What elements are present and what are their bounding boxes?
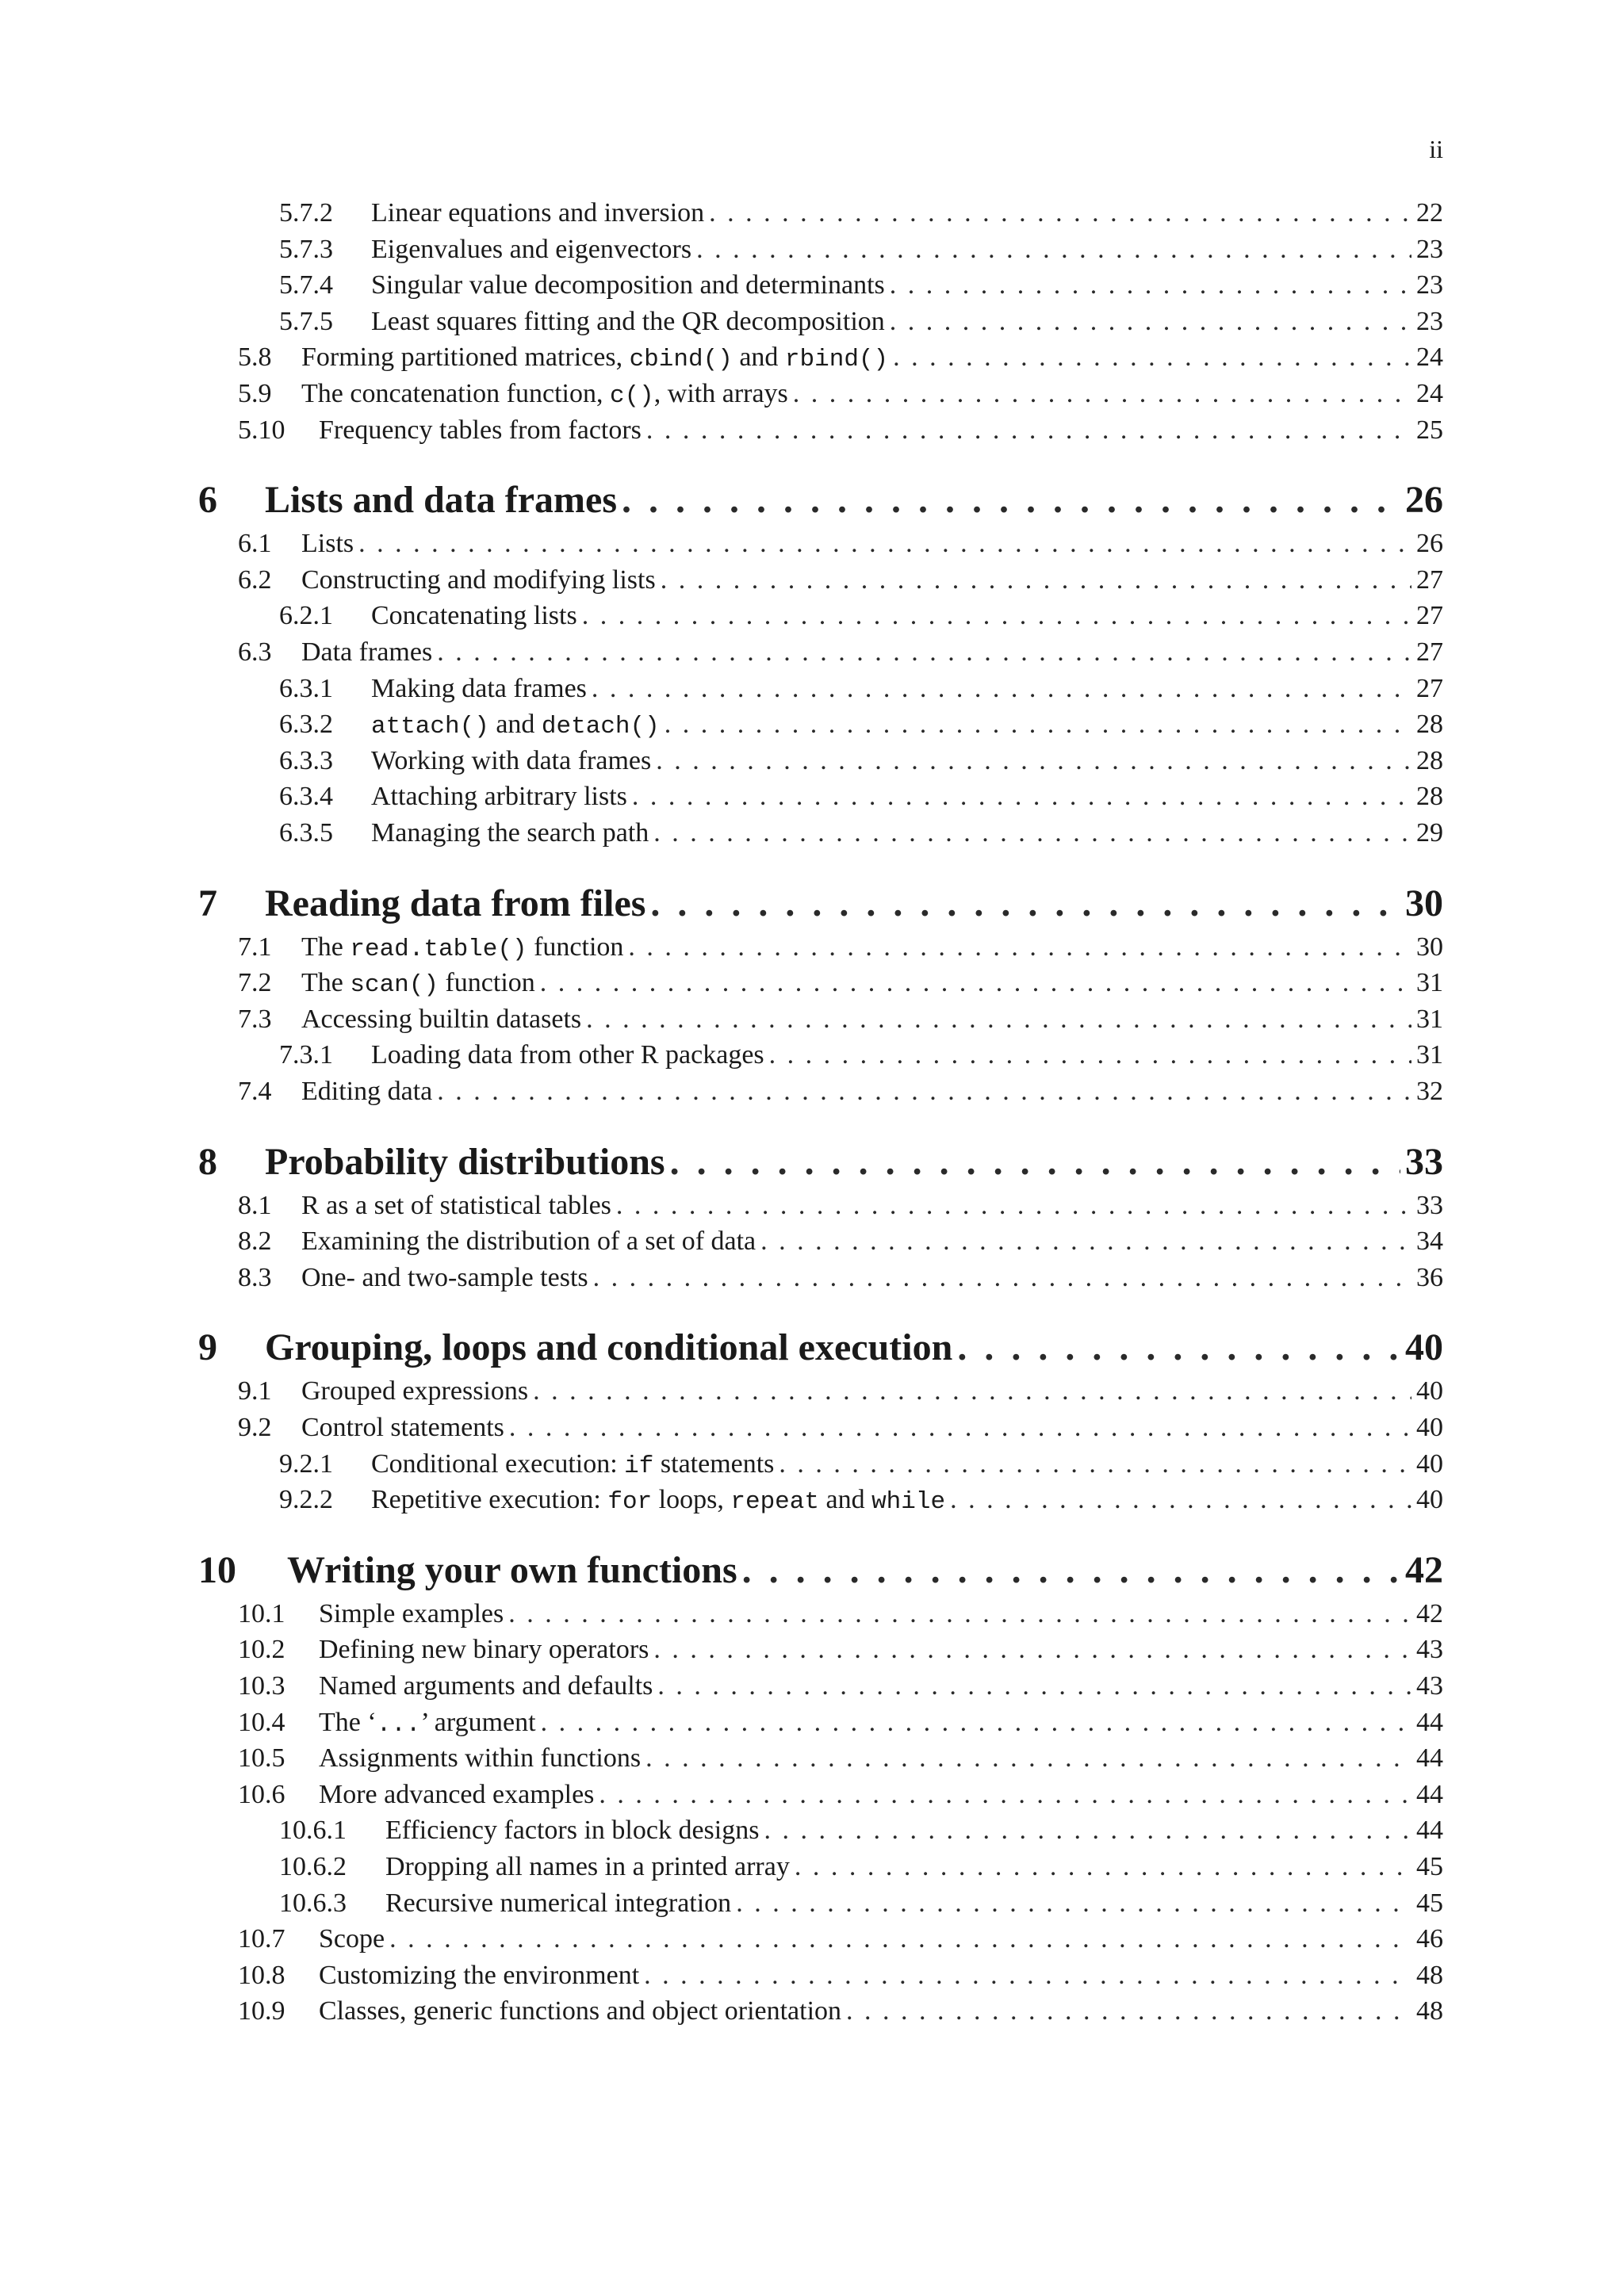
toc-entry-number: 6.3.3	[279, 745, 333, 775]
title-fragment: The concatenation function,	[301, 379, 610, 408]
toc-entry-title	[301, 1223, 756, 1260]
title-fragment: Customizing the environment	[319, 1960, 640, 1990]
toc-entry[interactable]	[198, 1849, 1443, 1885]
toc-entry-title	[319, 1957, 639, 1994]
toc-entry-page: 40	[1416, 1376, 1443, 1406]
title-fragment: and	[732, 342, 785, 373]
toc-entry-number: 5.7.5	[279, 306, 333, 336]
toc-entry-title	[319, 1705, 536, 1743]
toc-entry-number: 10.3	[238, 1671, 285, 1701]
toc-entry-number: 9	[198, 1326, 217, 1369]
dot-leader	[846, 1993, 1411, 2030]
title-fragment: Concatenating lists	[371, 601, 577, 631]
dot-leader	[696, 232, 1411, 268]
toc-entry-title	[371, 195, 704, 232]
title-fragment: Probability distributions	[265, 1140, 665, 1183]
toc-chapter[interactable]	[198, 878, 1443, 929]
toc-entry-number: 6.3	[238, 637, 272, 667]
dot-leader	[586, 1001, 1411, 1038]
toc-entry[interactable]	[198, 1482, 1443, 1518]
toc-entry-title	[301, 339, 888, 378]
toc-entry-title	[371, 1037, 764, 1073]
toc-entry[interactable]	[198, 1410, 1443, 1446]
toc-entry-title	[371, 1482, 945, 1521]
toc-entry-number: 6.2.1	[279, 601, 333, 631]
toc-entry-title	[265, 1137, 665, 1188]
toc-entry-title	[371, 304, 885, 340]
toc-entry-number: 5.8	[238, 342, 272, 373]
toc-entry-page: 40	[1416, 1448, 1443, 1479]
dot-leader	[644, 1957, 1411, 1994]
page-number: ii	[1429, 135, 1443, 163]
title-fragment: Scope	[319, 1924, 385, 1954]
dot-leader	[358, 526, 1411, 562]
toc-entry-page: 44	[1416, 1743, 1443, 1774]
dot-leader	[632, 779, 1411, 815]
toc-entry-number: 10.6.1	[279, 1816, 347, 1846]
toc-entry[interactable]	[198, 1885, 1443, 1922]
toc-entry-page: 28	[1416, 710, 1443, 740]
title-fragment: Control statements	[301, 1413, 504, 1442]
dot-leader	[793, 376, 1411, 412]
dot-leader	[541, 1705, 1411, 1741]
toc-entry-page: 33	[1416, 1190, 1443, 1220]
toc-entry[interactable]	[198, 304, 1443, 340]
toc-entry-title	[371, 815, 649, 851]
toc-entry[interactable]	[198, 1632, 1443, 1668]
toc-entry-number: 10.9	[238, 1996, 285, 2026]
dot-leader	[760, 1223, 1411, 1260]
toc-entry-title	[319, 1993, 841, 2030]
toc-entry-page: 26	[1405, 479, 1443, 522]
toc-entry-number: 7.3	[238, 1004, 272, 1034]
toc-entry[interactable]	[198, 267, 1443, 304]
toc-entry-page: 27	[1416, 673, 1443, 703]
toc-entry-number: 9.2.1	[279, 1448, 333, 1479]
toc-entry-title	[301, 1073, 432, 1110]
code-fragment: if	[624, 1452, 654, 1480]
toc-entry-title	[371, 743, 651, 779]
dot-leader	[709, 195, 1411, 232]
title-fragment: function	[438, 968, 535, 998]
title-fragment: Named arguments and defaults	[319, 1671, 653, 1701]
code-fragment: for	[607, 1488, 653, 1517]
toc-entry-page: 24	[1416, 342, 1443, 373]
toc-entry-title	[301, 376, 788, 415]
title-fragment: Accessing builtin datasets	[301, 1004, 582, 1034]
toc-entry-number: 9.2	[238, 1413, 272, 1442]
toc-entry-number: 5.7.3	[279, 234, 333, 264]
toc-entry-title	[319, 1632, 649, 1668]
toc-entry-number: 7.4	[238, 1077, 272, 1106]
title-fragment: and	[488, 710, 542, 740]
title-fragment: Classes, generic functions and object orientation	[319, 1996, 842, 2026]
title-fragment: Efficiency factors in block designs	[385, 1816, 760, 1846]
toc-entry-title	[265, 878, 645, 929]
toc-entry[interactable]	[198, 562, 1443, 599]
toc-entry[interactable]	[198, 1373, 1443, 1410]
dot-leader	[656, 743, 1411, 779]
toc-entry-title	[265, 1322, 952, 1373]
title-fragment: loops,	[652, 1485, 731, 1515]
toc-entry-number: 7.1	[238, 932, 272, 962]
dot-leader	[437, 634, 1411, 671]
toc-entry-number: 8.2	[238, 1226, 272, 1257]
toc-entry-title	[265, 475, 617, 526]
toc-entry-page: 25	[1416, 415, 1443, 445]
toc-entry-title	[301, 562, 656, 599]
toc-entry-title	[371, 1446, 774, 1485]
toc-entry-title	[301, 634, 432, 671]
title-fragment: Editing data	[301, 1077, 433, 1106]
title-fragment: Data frames	[301, 637, 433, 667]
dot-leader	[437, 1073, 1411, 1110]
toc-entry-page: 23	[1416, 270, 1443, 300]
title-fragment: Managing the search path	[371, 818, 649, 848]
toc-entry-number: 5.10	[238, 415, 285, 445]
toc-entry[interactable]	[198, 1073, 1443, 1110]
toc-entry-page: 26	[1416, 529, 1443, 559]
dot-leader	[592, 671, 1411, 707]
toc-entry-page: 31	[1416, 1040, 1443, 1070]
toc-entry[interactable]	[198, 706, 1443, 743]
dot-leader	[616, 1188, 1411, 1224]
title-fragment: and	[818, 1485, 872, 1515]
code-fragment: attach()	[371, 713, 489, 741]
title-fragment: Grouped expressions	[301, 1376, 529, 1406]
toc-entry-number: 10.7	[238, 1924, 285, 1954]
title-fragment: ’ argument	[420, 1707, 536, 1737]
dot-leader	[622, 475, 1400, 526]
toc-entry-page: 42	[1416, 1598, 1443, 1628]
title-fragment: Lists	[301, 529, 354, 559]
title-fragment: Eigenvalues and eigenvectors	[371, 234, 692, 264]
title-fragment: Writing your own functions	[287, 1548, 737, 1591]
toc-entry[interactable]	[198, 232, 1443, 268]
code-fragment: scan()	[350, 971, 439, 1000]
title-fragment: Linear equations and inversion	[371, 198, 705, 228]
title-fragment: The	[301, 968, 350, 998]
toc-entry-title	[371, 232, 691, 268]
toc-entry-title	[319, 1740, 641, 1777]
toc-entry-title	[301, 1373, 528, 1410]
title-fragment: Grouping, loops and conditional execution	[265, 1326, 953, 1369]
toc-entry-page: 43	[1416, 1671, 1443, 1701]
toc-entry-page: 40	[1416, 1485, 1443, 1515]
dot-leader	[628, 929, 1411, 966]
dot-leader	[657, 1668, 1411, 1705]
toc-entry-title	[371, 598, 577, 634]
toc-entry[interactable]	[198, 376, 1443, 412]
dot-leader	[670, 1137, 1400, 1188]
toc-entry-page: 43	[1416, 1635, 1443, 1665]
toc-entry-page: 45	[1416, 1852, 1443, 1881]
title-fragment: More advanced examples	[319, 1779, 595, 1809]
title-fragment: Making data frames	[371, 673, 587, 703]
toc-entry-page: 44	[1416, 1707, 1443, 1737]
toc-entry-title	[319, 1596, 504, 1632]
toc-entry[interactable]	[198, 779, 1443, 815]
toc-entry-title	[371, 267, 885, 304]
toc-entry-number: 7.3.1	[279, 1040, 333, 1070]
toc-entry-number: 5.9	[238, 379, 272, 408]
toc-entry-page: 40	[1416, 1413, 1443, 1442]
dot-leader	[950, 1482, 1411, 1518]
toc-entry-page: 27	[1416, 564, 1443, 595]
toc-entry[interactable]	[198, 1777, 1443, 1813]
dot-leader	[890, 267, 1411, 304]
title-fragment: function	[527, 932, 624, 962]
title-fragment: Assignments within functions	[319, 1743, 642, 1774]
toc-entry[interactable]	[198, 1812, 1443, 1849]
toc-entry-number: 10.6.2	[279, 1852, 347, 1881]
toc-entry[interactable]	[198, 1921, 1443, 1957]
toc-entry-number: 6.3.4	[279, 782, 333, 812]
title-fragment: R as a set of statistical tables	[301, 1190, 611, 1220]
toc-entry[interactable]	[198, 1260, 1443, 1296]
toc-entry-page: 29	[1416, 818, 1443, 848]
title-fragment: Defining new binary operators	[319, 1635, 649, 1665]
toc-entry-title	[385, 1812, 759, 1849]
dot-leader	[540, 965, 1411, 1001]
toc-entry-number: 6.3.5	[279, 818, 333, 848]
toc-entry-title	[371, 706, 660, 745]
toc-entry-title	[301, 1188, 611, 1224]
toc-entry-page: 24	[1416, 379, 1443, 408]
dot-leader	[742, 1545, 1400, 1596]
toc-entry-page: 27	[1416, 637, 1443, 667]
title-fragment: Working with data frames	[371, 745, 652, 775]
toc-entry-title	[287, 1545, 737, 1596]
toc-entry[interactable]	[198, 634, 1443, 671]
toc-chapter[interactable]	[198, 1322, 1443, 1373]
title-fragment: Least squares fitting and the QR decomposition	[371, 306, 885, 336]
toc-entry-number: 6.2	[238, 564, 272, 595]
toc-entry[interactable]	[198, 965, 1443, 1001]
dot-leader	[653, 1632, 1411, 1668]
title-fragment: Simple examples	[319, 1598, 504, 1628]
dot-leader	[389, 1921, 1411, 1957]
toc-entry[interactable]	[198, 1668, 1443, 1705]
title-fragment: statements	[653, 1448, 775, 1479]
dot-leader	[890, 304, 1411, 340]
toc-entry[interactable]	[198, 1740, 1443, 1777]
toc-entry[interactable]	[198, 743, 1443, 779]
toc-entry-page: 23	[1416, 306, 1443, 336]
toc-entry-number: 10.1	[238, 1598, 285, 1628]
title-fragment: Singular value decomposition and determinants	[371, 270, 885, 300]
toc-entry[interactable]	[198, 598, 1443, 634]
title-fragment: Conditional execution:	[371, 1448, 625, 1479]
toc-entry-number: 10	[198, 1548, 236, 1591]
toc-entry-title	[371, 671, 587, 707]
toc-entry-number: 7.2	[238, 968, 272, 998]
toc-entry-page: 42	[1405, 1548, 1443, 1591]
toc-entry-page: 48	[1416, 1960, 1443, 1990]
code-fragment: rbind()	[784, 346, 889, 374]
toc-entry-number: 7	[198, 882, 217, 924]
toc-entry-page: 40	[1405, 1326, 1443, 1369]
code-fragment: c()	[609, 382, 654, 410]
toc-entry-number: 8	[198, 1140, 217, 1183]
toc-entry[interactable]	[198, 526, 1443, 562]
toc-entry-title	[301, 526, 354, 562]
toc-chapter[interactable]	[198, 475, 1443, 526]
toc-entry-page: 34	[1416, 1226, 1443, 1257]
toc-entry-title	[301, 1410, 504, 1446]
toc-entry-number: 10.5	[238, 1743, 285, 1774]
toc-entry[interactable]	[198, 1596, 1443, 1632]
title-fragment: Loading data from other R packages	[371, 1040, 764, 1070]
toc-entry-page: 27	[1416, 601, 1443, 631]
toc-entry-title	[319, 1921, 385, 1957]
toc-entry[interactable]	[198, 339, 1443, 376]
toc-entry-number: 10.4	[238, 1707, 285, 1737]
toc-entry-title	[301, 929, 623, 968]
toc-entry[interactable]	[198, 195, 1443, 232]
toc-entry-title	[385, 1849, 790, 1885]
dot-leader	[795, 1849, 1411, 1885]
toc-entry-page: 31	[1416, 1004, 1443, 1034]
toc-entry-number: 6	[198, 479, 217, 522]
table-of-contents	[198, 0, 1443, 2296]
toc-entry-number: 10.8	[238, 1960, 285, 1990]
title-fragment: Forming partitioned matrices,	[301, 342, 630, 373]
title-fragment: The	[301, 932, 350, 962]
toc-entry[interactable]	[198, 815, 1443, 851]
toc-entry-page: 48	[1416, 1996, 1443, 2026]
toc-entry-page: 36	[1416, 1262, 1443, 1292]
toc-entry-title	[301, 1260, 588, 1296]
dot-leader	[769, 1037, 1411, 1073]
dot-leader	[653, 815, 1411, 851]
toc-entry[interactable]	[198, 1957, 1443, 1994]
toc-entry-number: 6.3.2	[279, 710, 333, 740]
toc-entry-page: 31	[1416, 968, 1443, 998]
toc-entry-page: 22	[1416, 198, 1443, 228]
dot-leader	[645, 1740, 1411, 1777]
code-fragment: detach()	[541, 713, 660, 741]
dot-leader	[665, 706, 1411, 743]
toc-entry-number: 6.3.1	[279, 673, 333, 703]
code-fragment: ...	[376, 1710, 421, 1739]
title-fragment: Reading data from files	[265, 882, 646, 924]
dot-leader	[661, 562, 1411, 599]
toc-entry[interactable]	[198, 929, 1443, 966]
toc-entry-number: 10.2	[238, 1635, 285, 1665]
toc-entry-number: 9.1	[238, 1376, 272, 1406]
toc-chapter[interactable]	[198, 1137, 1443, 1188]
toc-entry[interactable]	[198, 1223, 1443, 1260]
toc-entry-page: 28	[1416, 782, 1443, 812]
title-fragment: Repetitive execution:	[371, 1485, 608, 1515]
toc-entry-page: 30	[1405, 882, 1443, 924]
dot-leader	[599, 1777, 1411, 1813]
toc-entry-number: 6.1	[238, 529, 272, 559]
toc-entry-number: 5.7.2	[279, 198, 333, 228]
toc-entry-page: 28	[1416, 745, 1443, 775]
title-fragment: Constructing and modifying lists	[301, 564, 656, 595]
toc-entry-title	[371, 779, 627, 815]
toc-entry[interactable]	[198, 1001, 1443, 1038]
toc-entry-number: 8.1	[238, 1190, 272, 1220]
dot-leader	[508, 1596, 1411, 1632]
title-fragment: , with arrays	[653, 379, 788, 408]
toc-entry-title	[301, 1001, 581, 1038]
code-fragment: cbind()	[629, 346, 733, 374]
dot-leader	[593, 1260, 1411, 1296]
toc-entry-number: 10.6	[238, 1779, 285, 1809]
dot-leader	[650, 878, 1400, 929]
title-fragment: Lists and data frames	[265, 479, 618, 522]
title-fragment: One- and two-sample tests	[301, 1262, 588, 1292]
toc-entry[interactable]	[198, 1993, 1443, 2030]
toc-entry-title	[301, 965, 535, 1004]
toc-entry-page: 44	[1416, 1816, 1443, 1846]
toc-entry-number: 10.6.3	[279, 1888, 347, 1918]
toc-entry[interactable]	[198, 1037, 1443, 1073]
dot-leader	[893, 339, 1411, 376]
toc-entry[interactable]	[198, 671, 1443, 707]
title-fragment: Dropping all names in a printed array	[385, 1852, 790, 1881]
toc-entry[interactable]	[198, 1446, 1443, 1483]
toc-entry-title	[319, 1777, 594, 1813]
code-fragment: while	[871, 1488, 946, 1517]
toc-entry[interactable]	[198, 1705, 1443, 1741]
toc-entry-page: 45	[1416, 1888, 1443, 1918]
title-fragment: Recursive numerical integration	[385, 1888, 732, 1918]
toc-entry-page: 46	[1416, 1924, 1443, 1954]
dot-leader	[764, 1812, 1411, 1849]
toc-entry[interactable]	[198, 412, 1443, 449]
toc-entry-title	[319, 412, 642, 449]
toc-entry-number: 5.7.4	[279, 270, 333, 300]
toc-entry-page: 30	[1416, 932, 1443, 962]
dot-leader	[533, 1373, 1411, 1410]
title-fragment: The ‘	[319, 1707, 377, 1737]
code-fragment: repeat	[730, 1488, 819, 1517]
dot-leader	[779, 1446, 1411, 1483]
title-fragment: Frequency tables from factors	[319, 415, 642, 445]
toc-entry-title	[319, 1668, 653, 1705]
code-fragment: read.table()	[350, 935, 527, 963]
toc-entry-number: 8.3	[238, 1262, 272, 1292]
toc-entry-number: 9.2.2	[279, 1485, 333, 1515]
title-fragment: Attaching arbitrary lists	[371, 782, 627, 812]
dot-leader	[736, 1885, 1411, 1922]
toc-chapter[interactable]	[198, 1545, 1443, 1596]
toc-entry-title	[385, 1885, 731, 1922]
toc-entry-page: 32	[1416, 1077, 1443, 1106]
toc-entry-page: 33	[1405, 1140, 1443, 1183]
dot-leader	[646, 412, 1411, 449]
dot-leader	[582, 598, 1411, 634]
toc-entry-page: 44	[1416, 1779, 1443, 1809]
toc-entry[interactable]	[198, 1188, 1443, 1224]
toc-entry-page: 23	[1416, 234, 1443, 264]
title-fragment: Examining the distribution of a set of data	[301, 1226, 756, 1257]
dot-leader	[509, 1410, 1411, 1446]
dot-leader	[957, 1322, 1400, 1373]
